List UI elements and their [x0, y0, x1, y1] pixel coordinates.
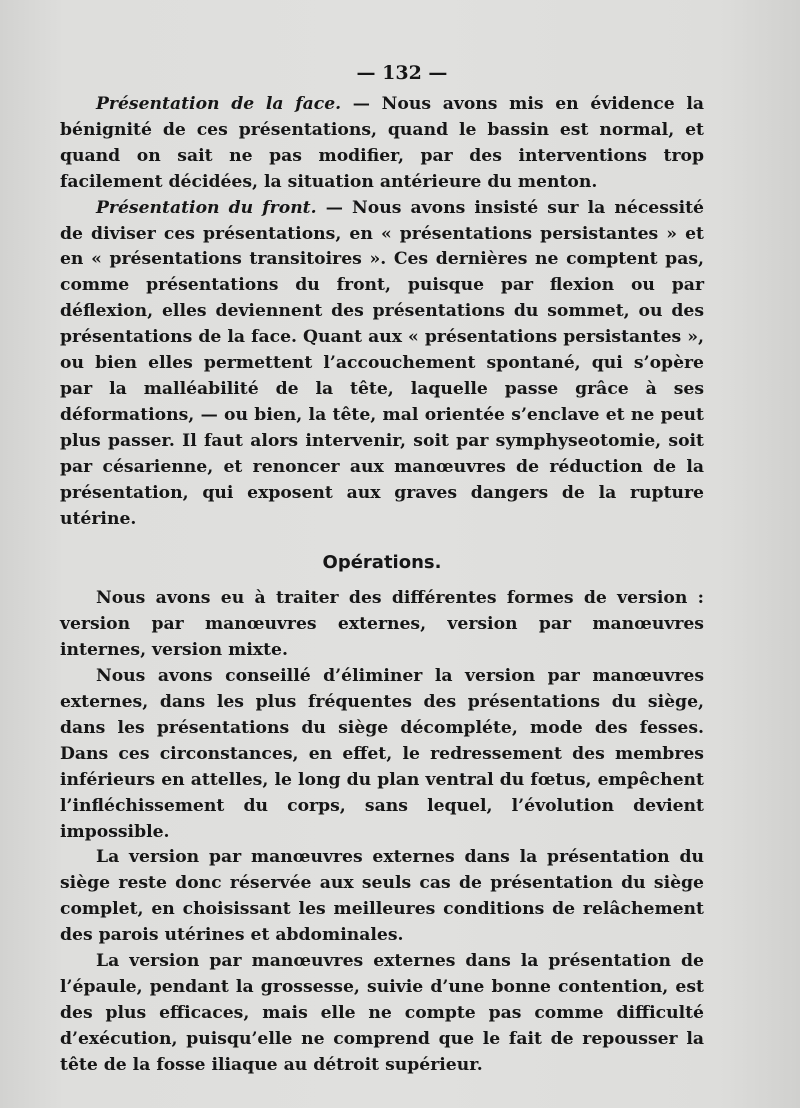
paragraph-front-presentation: [60, 196, 704, 533]
paragraph-lead-face: Présentation de la face.: [96, 94, 342, 114]
paragraph-lead-front: Présentation du front.: [96, 197, 317, 218]
paragraph-body-breech: La version par manœuvres externes dans la présentation du siège reste donc réservée aux seuls cas de présentation du siège complet, en choisissant les meilleures conditions de relâchement des parois utérines et abdominales.: [60, 847, 704, 946]
paragraph-face-presentation: [60, 92, 704, 196]
paragraph-body-front: — Nous avons insisté sur la nécessité de diviser ces présentations, en « présentations persistantes » et en « présentations transitoires ». Ces dernières ne comptent pas, comme présentations du front, puisque par flexion ou par déflexion, elles deviennent des présentations du sommet, ou des présentations de la face. Quant aux « présentations persistantes », ou bien elles permettent l’accouchement spontané, qui s’opère par la malléabilité de la tête, laquelle passe grâce à ses déformations, — ou bien, la tête, mal orientée s’enclave et ne peut plus passer. Il faut alors intervenir, soit par symphyseotomie, soit par césarienne, et renoncer aux manœuvres de réduction de la présentation, qui exposent aux graves dangers de la rupture utérine.: [60, 197, 704, 529]
paragraph-version-forms: [60, 586, 704, 664]
paragraph-body-face: — Nous avons mis en évidence la bénignité de ces présentations, quand le bassin est normal, et quand on sait ne pas modifier, par des interventions trop facilement décidées, la situation antérieure du menton.: [60, 94, 704, 192]
paragraph-body-version-forms: Nous avons eu à traiter des différentes formes de version : version par manœuvres externes, version par manœuvres internes, version mixte.: [60, 588, 704, 661]
section-heading-operations: Opérations.: [322, 552, 442, 574]
paragraph-eliminate-external-version: [60, 664, 704, 845]
page-number: — 132 —: [356, 62, 448, 84]
paragraph-shoulder-presentation: [60, 949, 704, 1079]
paragraph-breech-complete: [60, 845, 704, 949]
paragraph-body-shoulder: La version par manœuvres externes dans la présentation de l’épaule, pendant la grossesse, suivie d’une bonne contention, est des plus efficaces, mais elle ne compte pas comme difficulté d’exécution, puisqu’elle ne comprend que le fait de repousser la tête de la fosse iliaque au détroit supérieur.: [60, 951, 704, 1075]
paragraph-body-eliminate: Nous avons conseillé d’éliminer la version par manœuvres externes, dans les plus fréquentes des présentations du siège, dans les présentations du siège décompléte, mode des fesses. Dans ces circonstances, en effet, le redressement des membres inférieurs en attelles, le long du plan ventral du fœtus, empêchent l’infléchissement du corps, sans lequel, l’évolution devient impossible.: [60, 666, 704, 842]
